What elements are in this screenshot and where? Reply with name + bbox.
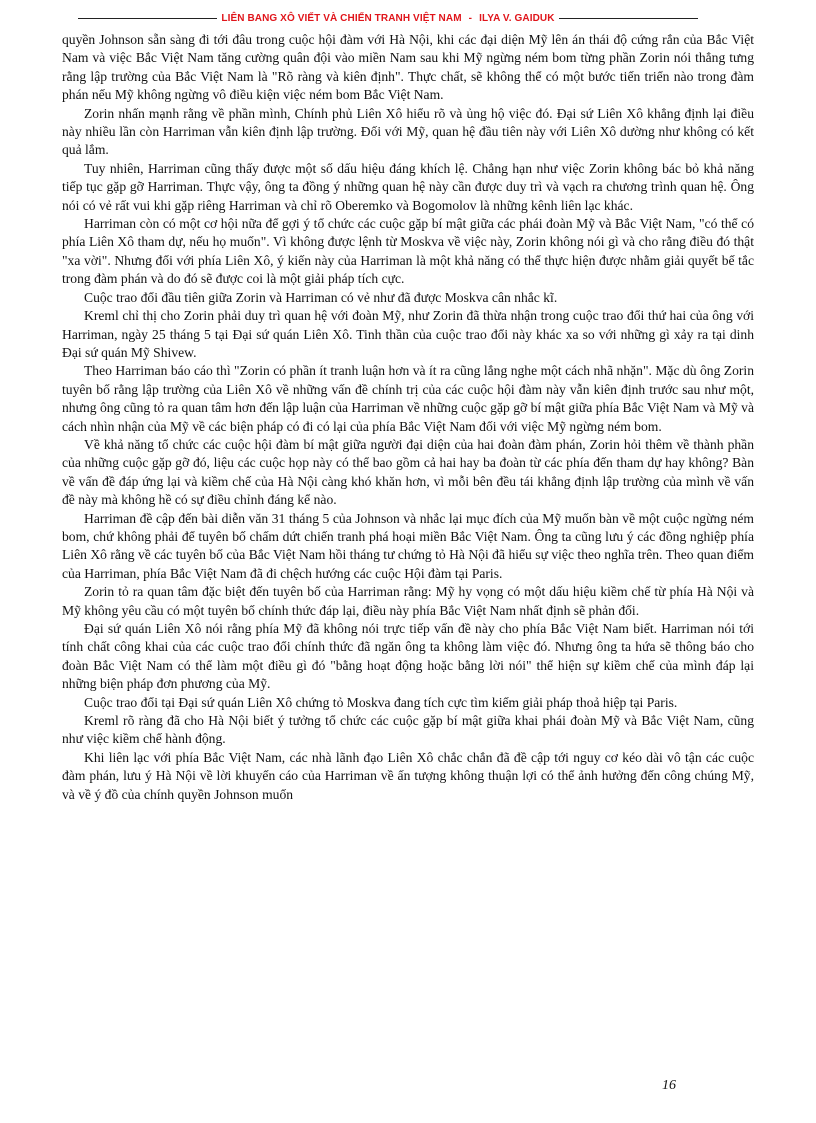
- paragraph: Harriman còn có một cơ hội nữa để gợi ý tổ chức các cuộc gặp bí mật giữa các phái đoàn Mỹ và Bắc Việt Nam, "có thể có phía Liên Xô tham dự, nếu họ muốn". Vì không được lệnh từ Moskva về việc này, Zorin không nói gì và cho rằng điều đó thật "xa vời". Nhưng đối với phía Liên Xô, ý kiến này của Harriman là một khả năng có thể thực hiện được nhằm giải quyết bế tắc trong đàm phán và do đó sẽ được coi là một giải pháp tích cực.: [62, 216, 754, 287]
- header-separator: -: [468, 12, 473, 24]
- paragraph: Cuộc trao đổi tại Đại sứ quán Liên Xô chứng tỏ Moskva đang tích cực tìm kiếm giải pháp thoả hiệp tại Paris.: [84, 694, 678, 710]
- paragraph: Về khả năng tổ chức các cuộc hội đàm bí mật giữa người đại diện của hai đoàn đàm phán, Zorin hỏi thêm về thành phần của những cuộc gặp gỡ đó, liệu các cuộc họp này có thể bao gồm cả hai hay ba đoàn từ các phía đến tham dự hay không? Bàn về vấn đề đáp ứng lại và kiềm chế của Hà Nội càng khó khăn hơn, vì mỗi bên đều tái khẳng định lập trường của mình về vấn đề này mà không hề có sự điều chỉnh đáng kể nào.: [62, 436, 754, 508]
- page-number: 16: [662, 1078, 676, 1093]
- paragraph-continued: quyền Johnson sẵn sàng đi tới đâu trong cuộc hội đàm với Hà Nội, khi các đại diện Mỹ lên án thái độ cứng rắn của Bắc Việt Nam và việc Bắc Việt Nam tăng cường quân đội vào miền Nam sau khi Mỹ ngừng ném bom từng phần Zorin nói thẳng tưng rằng lập trường của Bắc Việt Nam là "Rõ ràng và kiên định". Thực chất, sẽ không thể có một bước tiến triển nào trong đàm phán nếu Mỹ không ngừng vô điều kiện việc ném bom Bắc Việt Nam.: [62, 32, 754, 103]
- paragraph: Tuy nhiên, Harriman cũng thấy được một số dấu hiệu đáng khích lệ. Chẳng hạn như việc Zorin không bác bỏ khả năng tiếp tục gặp gỡ Harriman. Thực vậy, ông ta đồng ý những quan hệ này cần được duy trì và vạch ra chương trình quan hệ. Ông nói có vẻ rất vui khi gặp riêng Harriman và chỉ rõ Oberemko và Bogomolov là những kênh liên lạc khác.: [62, 160, 754, 213]
- running-header: [78, 11, 698, 25]
- body-text: [62, 31, 754, 804]
- header-rule-left: [78, 18, 217, 19]
- paragraph: Cuộc trao đổi đầu tiên giữa Zorin và Harriman có vẻ như đã được Moskva cân nhắc kĩ.: [84, 289, 558, 305]
- paragraph: Kreml chỉ thị cho Zorin phải duy trì quan hệ với đoàn Mỹ, như Zorin đã thừa nhận trong cuộc trao đổi thứ hai của ông với Harriman, ngày 25 tháng 5 tại Đại sứ quán Liên Xô. Tinh thần của cuộc trao đổi này khác xa so với những gì xảy ra tại dinh Đại sứ quán Mỹ Shivew.: [62, 308, 754, 360]
- header-author: ILYA V. GAIDUK: [479, 12, 555, 24]
- header-rule-right: [559, 18, 698, 19]
- paragraph: Khi liên lạc với phía Bắc Việt Nam, các nhà lãnh đạo Liên Xô chắc chắn đã đề cập tới nguy cơ kéo dài vô tận các cuộc đàm phán, lưu ý Hà Nội về lời khuyến cáo của Harriman về ấn tượng không thuận lợi có thể ảnh hưởng đến công chúng Mỹ, và về ý đồ của chính quyền Johnson muốn: [62, 749, 754, 802]
- paragraph: Đại sứ quán Liên Xô nói rằng phía Mỹ đã không nói trực tiếp vấn đề này cho phía Bắc Việt Nam biết. Harriman nói tới tính chất công khai của các cuộc trao đổi chính thức đã ngăn ông ta không làm việc đó. Nhưng ông ta hứa sẽ thông báo cho đoàn Bắc Việt Nam có thể làm một điều gì đó "bằng hoạt động hoặc bằng lời nói" thể hiện sự kiềm chế của mình đáp lại những biện pháp đơn phương của Mỹ.: [62, 621, 754, 692]
- paragraph: Kreml rõ ràng đã cho Hà Nội biết ý tưởng tổ chức các cuộc gặp bí mật giữa khai phái đoàn Mỹ và Bắc Việt Nam, cũng như việc kiềm chế hành động.: [62, 713, 754, 747]
- header-title: LIÊN BANG XÔ VIẾT VÀ CHIẾN TRANH VIỆT NAM: [221, 12, 462, 24]
- paragraph: Zorin tỏ ra quan tâm đặc biệt đến tuyên bố của Harriman rằng: Mỹ hy vọng có một dấu hiệu kiềm chế từ phía Hà Nội và Mỹ không yêu cầu có một tuyên bố chính thức đáp lại, điều này phía Bắc Việt Nam nhất định sẽ phản đối.: [62, 584, 754, 618]
- paragraph: Harriman đề cập đến bài diễn văn 31 tháng 5 của Johnson và nhắc lại mục đích của Mỹ muốn bàn về một cuộc ngừng ném bom, chứ không phải để tuyên bố chấm dứt chiến tranh phá hoại miền Bắc Việt Nam. Ông ta cũng lưu ý các đồng nghiệp phía Liên Xô rằng về các tuyên bố của Bắc Việt Nam hồi tháng tư chứng tỏ Hà Nội đã hiểu sự việc theo nghĩa trên. Theo quan điểm của Harriman, phía Bắc Việt Nam đã đi chệch hướng các cuộc Hội đàm tại Paris.: [62, 510, 754, 581]
- paragraph: Theo Harriman báo cáo thì "Zorin có phần ít tranh luận hơn và ít ra cũng lắng nghe một cách nhã nhặn". Mặc dù ông Zorin tuyên bố rằng lập trường của Liên Xô về những vấn đề chính trị của các cuộc hội đàm này vẫn kiên định trước sau như một, nhưng ông cũng tỏ ra quan tâm hơn đến lập luận của Harriman về những cuộc gặp gỡ bí mật giữa phía Bắc Việt Nam và Mỹ và cách nhìn nhận của Mỹ về các biện pháp có đi có lại của phía Bắc Việt Nam đối với việc Mỹ ngừng ném bom.: [62, 363, 754, 434]
- paragraph: Zorin nhấn mạnh rằng về phần mình, Chính phủ Liên Xô hiểu rõ và ủng hộ việc đó. Đại sứ Liên Xô khẳng định lại điều này nhiều lần còn Harriman vẫn kiên định lập trường. Đối với Mỹ, quan hệ đầu tiên này với Liên Xô dường như không có kết quả lắm.: [62, 105, 754, 158]
